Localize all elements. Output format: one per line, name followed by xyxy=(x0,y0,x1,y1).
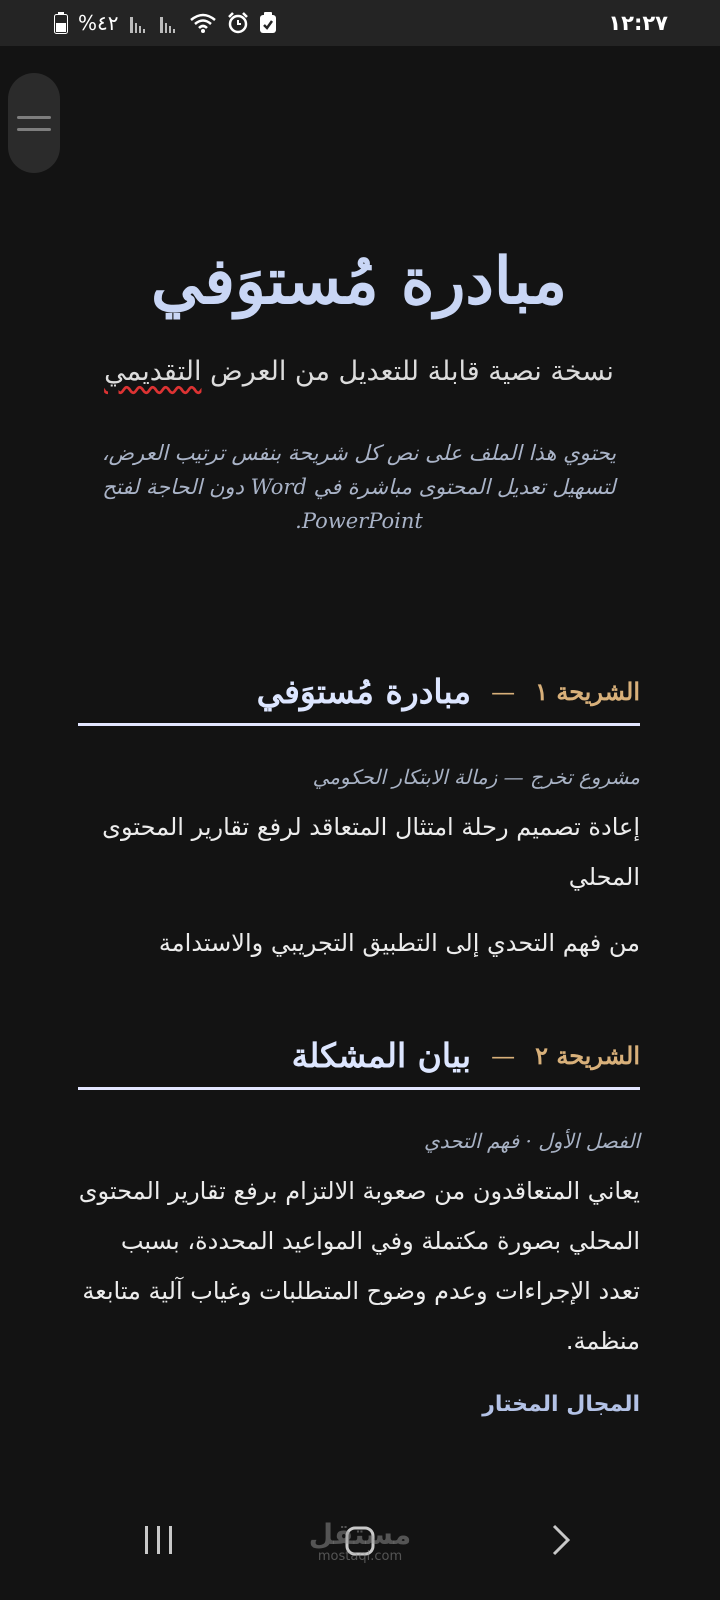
slide-dash: — xyxy=(491,1041,516,1070)
clock: ١٢:٢٧ xyxy=(608,11,668,35)
app-notification-icon xyxy=(259,12,277,34)
battery-icon xyxy=(54,12,68,34)
status-icons xyxy=(54,11,277,35)
watermark-latin: mostaql.com xyxy=(317,1549,403,1564)
status-bar xyxy=(0,0,720,46)
document-content xyxy=(78,46,640,1417)
slide-paragraph: إعادة تصميم رحلة امتثال المتعاقد لرفع تقارير المحتوى المحلي xyxy=(102,813,640,891)
section-subheading: المجال المختار xyxy=(482,1392,640,1417)
slide-paragraph: من فهم التحدي إلى التطبيق التجريبي والاستدامة xyxy=(158,929,640,957)
slide-label: الشريحة ٢ xyxy=(535,1041,640,1070)
recent-apps-icon[interactable] xyxy=(142,1522,176,1562)
alarm-icon xyxy=(227,12,249,34)
watermark-logo xyxy=(300,1520,420,1564)
slide-heading xyxy=(78,1036,640,1090)
watermark-arabic: مستقل xyxy=(308,1518,412,1551)
document-note: يحتوي هذا الملف على نص كل شريحة بنفس ترتيب العرض، لتسهيل تعديل المحتوى مباشرة في Word دون الحاجة لفتح PowerPoint. xyxy=(101,441,617,533)
spellcheck-flagged-word[interactable]: التقديمي xyxy=(104,356,202,387)
slide-eyebrow: الفصل الأول · فهم التحدي xyxy=(423,1129,640,1153)
menu-line xyxy=(17,116,51,119)
document-subtitle xyxy=(78,348,640,396)
subtitle-text: نسخة نصية قابلة للتعديل من العرض xyxy=(201,356,614,387)
menu-handle-button[interactable] xyxy=(8,73,60,173)
document-title: مبادرة مُستوَفي xyxy=(151,244,567,319)
slide-title: مبادرة مُستوَفي xyxy=(256,672,472,711)
wifi-icon xyxy=(189,12,217,34)
battery-percent: %٤٢ xyxy=(78,11,119,35)
signal-icon xyxy=(159,13,179,33)
slide-paragraph: يعاني المتعاقدون من صعوبة الالتزام برفع تقارير المحتوى المحلي بصورة مكتملة وفي المواعيد المحددة، بسبب تعدد الإجراءات وعدم وضوح المتطلبات وغياب آلية متابعة منظمة. xyxy=(78,1177,640,1355)
slide-heading xyxy=(78,672,640,726)
slide-eyebrow: مشروع تخرج — زمالة الابتكار الحكومي xyxy=(312,765,640,789)
slide-title: بيان المشكلة xyxy=(291,1036,472,1075)
slide-label: الشريحة ١ xyxy=(535,677,640,706)
menu-line xyxy=(17,128,51,131)
signal-icon xyxy=(129,13,149,33)
slide-dash: — xyxy=(491,677,516,706)
back-chevron-icon[interactable] xyxy=(550,1522,572,1562)
